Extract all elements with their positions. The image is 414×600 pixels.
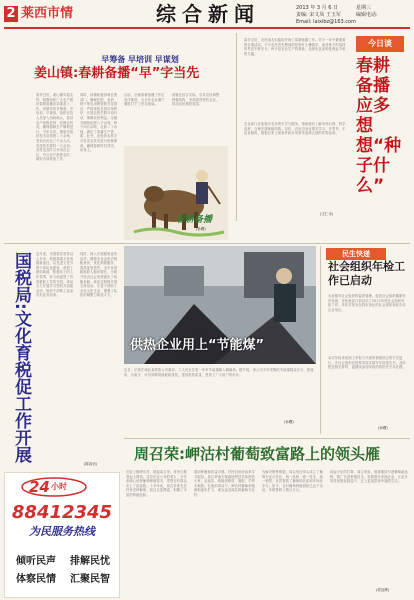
grape-body-col2: 看到种葡萄效益可观，村民们纷纷前来学习取经。周召荣毫无保留地把技术传授给大家，从选苗、栽植到修剪、施肥，手把手地教。在他的带动下，岬沽村葡萄种植面积逐年扩大，成为远近闻名的葡萄专业村。 [194,470,255,497]
hotline-phone: 88412345 [11,502,113,523]
social-byline: (孙曙) [378,426,388,430]
coal-headline: 供热企业用上“节能煤” [130,338,265,353]
hotline-tagline: 为民服务热线 [29,525,95,538]
section-label: 莱西市情 [21,6,74,21]
lead-byline: (孙曙) [196,227,206,231]
coal-byline: (孙曙) [284,420,294,424]
social-headline: 社会组织年检工作已启动 [328,260,405,287]
grape-byline: (侯连辉) [376,588,390,592]
grape-body-col1: 在院上镇岬沽村，提起周召荣，村民们都竖起大拇指。这位年近六旬的老人，多年来潜心钻研葡萄种植技术，带领全村群众走上了致富路。十多年前，周召荣率先在村里试种葡萄，经过反复摸索，积累了丰富的种植经验。 [126,470,187,497]
page-title: 综合新闻 [156,2,260,26]
coal-body: 近日，记者在城区某供热公司看到，工人们正在将一车车节能煤卸入储煤场。据介绍，该公司今年采购的节能煤燃烧充分、热值高、污染少，可有效降低能耗和排放，提高供热质量，受到了广大用户的好评。 [124,368,314,377]
social-badge: 民生快递 [326,248,386,260]
social-body-2: 本次年检采取网上申报与书面审查相结合的方式进行，各社会组织应按要求如实填写年检报告书，及时报送相关材料，逾期未参加年检的将依法予以处理。 [328,356,406,370]
lead-kicker: 早筹备 早培训 早谋划 [101,55,179,64]
commentary-headline: 春耕备播 应多想想“种子什么” [356,56,402,196]
grape-body-col3: 为解决销售难题，周召荣还牵头成立了葡萄专业合作社，统一品种、统一技术、统一销售，有效提高了葡萄的品质和市场竞争力。如今，全村葡萄种植面积已达千余亩，年销售收入数百万元。 [262,470,323,493]
right-divider [320,246,321,434]
tax-byline: (陈高岩) [84,462,98,466]
tax-body-col1: 近年来，市国税局坚持以人为本，积极探索文化育税新途径，以先进文化引领干部队伍建设，营造了团结和谐、积极向上的工作氛围，有力地促进了各项税收工作的开展。该局大力开展学习型机关创建活动，组织干部职工参加各类业务培训。 [36,252,74,298]
hotline-ad [4,472,120,598]
top-rule [4,243,410,244]
hotline-slogan-3: 体察民情 [16,574,56,585]
social-body-1: 为加强对社会组织的监督管理，促进社会组织健康有序发展，市民政局日前启动了2012年度社会组织年检工作。年检对象为在我市登记的社会团体和民办非企业单位。 [328,294,406,312]
tax-body-col2: 同时，深入开展税收宣传活动，增强全社会依法纳税意识，优化纳税服务，提高征管质效，全年各项税收收入稳步增长，为地方经济社会发展做出了积极贡献。该局还积极开展文体活动，丰富干部职工业余文化生活，增强了队伍的凝聚力和战斗力。 [80,252,118,298]
lead-headline: 姜山镇:春耕备播“早”字当先 [34,66,200,81]
hotline-slogan-1: 倾听民声 [16,556,56,567]
commentary-divider [236,33,237,221]
hotline-slogan-4: 汇聚民智 [70,574,110,585]
grape-headline: 周召荣:岬沽村葡萄致富路上的领头雁 [134,445,381,463]
lead-body-col4: 该镇还结合实际，引导农民调整种植结构，发展高效特色农业，带动农民增收致富。 [172,93,220,107]
hotline-slogan-2: 排解民忧 [70,556,110,567]
issue-date: 2013 年 3 月 6 日 [296,5,339,11]
commentary-byline: (王仁本) [320,212,334,216]
edition-label: 编辑电话: [356,12,378,18]
email: Email: laixibz@163.com [296,19,356,25]
hotline-logo-hours: 小时 [51,482,67,491]
lead-photo-caption: 春耕备播 [176,215,213,225]
issue-weekday: 星期三 [356,5,372,11]
page-number-badge: 2 [4,6,18,22]
commentary-body-2: 农业部门应加强对农民的引导与服务，帮助他们了解市场行情，科学选种，合理安排种植结构。同时，农民自身也要多学习、多思考，不盲目跟风，根据自家土地条件和市场需求选择合适的作物品种。 [244,122,346,136]
commentary-body-1: 春节过后，农民朋友们陆续开始了春耕备播工作。对于一年中最重要的农事活动，不少农民首先想到的是种什么赚钱多，而对种子的选择却考虑不够充分。种子是农业生产的基础，选择优良品种是保证丰收的关键。 [244,38,346,56]
lead-body-col1: 春节过后，姜山镇早抓农时，积极组织广大农户做好春耕备播各项准备工作。该镇坚持早筹备、早培训、早谋划，组织农技人员深入田间地头，指导农户选购良种、检修农机具，确保春耕生产顺利进行。今年以来，镇里共组织技术培训班二十余场，受训农民达三千余人次，发放技术资料一万余份。各村也及时召开动员会议，号召农户抢抓农时，做好各项准备工作。 [36,93,74,162]
lead-body-col3: 目前，全镇春耕备播工作正有序推进，为全年农业增产增收打下了坚实基础。 [124,93,165,107]
lead-body-col2: 同时，该镇积极协调农资部门，确保化肥、农药、种子等农用物资的充足供应，严格规范农资市场秩序，开展农资打假专项行动，保障农民利益。全镇共储备化肥八千余吨，种子四百余吨，农药二十余吨，满足了春耕生产需要。此外，还组织农机手对各类农机具进行检修保养，确保春耕时拉得出、用得上。 [80,93,118,153]
hotline-logo [21,477,87,497]
commentary-badge: 今日谈 [356,36,404,52]
header-rule [4,27,410,29]
editors: 责编: 宋文凤 王玉军 [296,12,341,18]
lead-photo [124,146,228,240]
hotline-logo-number: 24 [29,478,50,496]
grape-body-col4: 谈起今后的打算，周召荣说，他将继续引进葡萄新品种，推广先进种植技术，发展观光采摘农业，让更多的村民鼓起钱袋子，过上更加富裕幸福的生活。 [330,470,408,484]
tax-headline: 国税局:文化育税促工作开展 [11,252,31,463]
bottom-rule [124,438,410,439]
